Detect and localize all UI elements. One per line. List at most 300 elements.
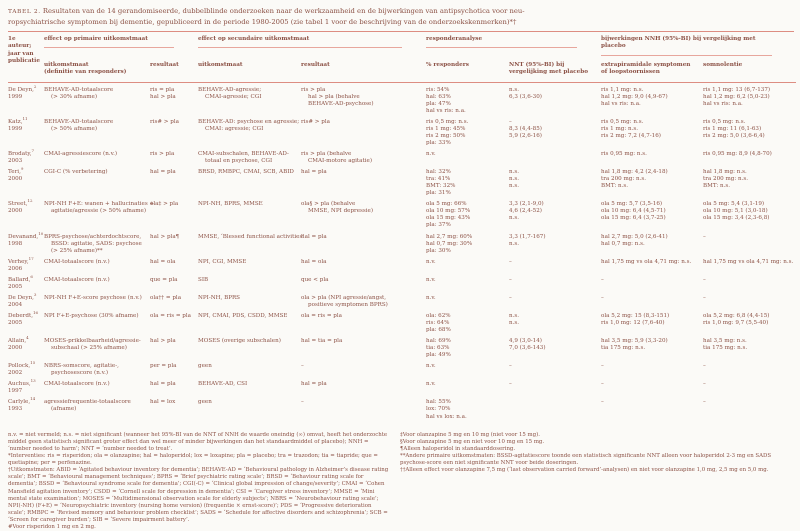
footnotes-left-column (8, 432, 400, 531)
column-header-line: extrapiramidale symptomen (601, 61, 691, 68)
cell-line: BRSD, RMBPC, CMAI, SCB, ABID (198, 169, 294, 176)
cell-line: tra: 41% (426, 176, 451, 183)
cell-sec-resultaat (301, 169, 426, 201)
cell-line: ola§ > pla (behalve (301, 201, 356, 208)
author-year: 2004 (8, 301, 23, 308)
cell-line: hal 1,75 mg vs ola 4,71 mg: n.s. (703, 258, 794, 265)
cell-prim-uitkomst (44, 295, 150, 313)
cell-line: pla: 37% (426, 222, 451, 229)
column-header-line: resultaat (150, 61, 179, 68)
cell-line: CMAI-motore agitatie) (308, 158, 373, 165)
cell-eps (601, 313, 703, 338)
cell-line: ola 10 mg: 57% (426, 208, 471, 215)
table-number-label: TABEL 2. (8, 9, 41, 15)
cell-line: hal vs ris: n.a. (426, 107, 466, 114)
cell-eps (601, 399, 703, 424)
cell-sec-resultaat (301, 201, 426, 233)
cell-author (8, 378, 44, 399)
author-name: Allain,$^4$ (8, 335, 29, 345)
cell-line: hal = ola (301, 258, 327, 265)
cell-line: BEHAVE-AD: psychose en agressie; (198, 118, 300, 125)
column-header-line: resultaat (301, 61, 330, 68)
cell-sec-uitkomst (198, 399, 301, 424)
cell-line: n.s. (509, 169, 520, 176)
cell-prim-uitkomst (44, 381, 150, 399)
cell-sec-uitkomst (198, 381, 301, 399)
cell-sec-resultaat (301, 313, 426, 338)
cell-line: hal: 63% (426, 93, 451, 100)
cell-nnt (509, 399, 601, 424)
cell-line: ris 1,0 mg: 9,7 (5,5-40) (703, 319, 769, 326)
footnote: **Andere primaire uitkomstmaten: BSSD-agitatiescore toonde een statistisch significante NNT alleen voor haloperidol 2-3 mg en SADS psychose-score een niet significante NNT voor beide doseringen. (400, 452, 772, 467)
group-header (44, 33, 198, 59)
cell-prim-uitkomst (44, 363, 150, 381)
cell-line: CMAI-totaalscore (n.v.) (44, 258, 110, 265)
group-header (198, 33, 426, 59)
cell-sec-uitkomst (198, 313, 301, 338)
cell-line: ris 0,95 mg: n.s. (601, 151, 647, 158)
cell-sec-resultaat (301, 399, 426, 424)
author-name: Devanand,$^{10}$ (8, 230, 44, 240)
column-header-line: uitkomstmaat (44, 61, 89, 68)
cell-nnt (509, 82, 601, 119)
cell-line: 6,3 (3,6-30) (509, 93, 542, 100)
cell-prim-resultaat (150, 119, 198, 151)
group-header-label: responderanalyse (426, 36, 577, 48)
cell-line: – (703, 294, 706, 301)
footnote: n.v. = niet vermeld; n.s. = niet significant (wanneer het 95%-BI van de NNT of NNH de waarde oneindig (∞) omvat, heeft het onderzochte middel geen statistisch significant groter effect dan wel meer of minder bijwerkingen dan het standaardmiddel of placebo); NNH = ‘number needed to harm’; NNT = ‘number needed to treat’. (8, 431, 388, 452)
cell-author (8, 198, 44, 233)
author-year: 2000 (8, 176, 23, 183)
cell-eps (601, 381, 703, 399)
cell-somnolentie (703, 381, 796, 399)
column-header-line: % responders (426, 61, 469, 68)
author-year: 1999 (8, 93, 23, 100)
cell-line: (afname) (51, 406, 77, 413)
cell-line: ola 10 mg: 5,1 (3,0-18) (703, 208, 768, 215)
column-header-line: of loopstoornissen (601, 69, 660, 76)
cell-line: hal 2,7 mg: 60% (426, 233, 473, 240)
cell-sec-resultaat (301, 82, 426, 119)
cell-line: – (601, 363, 604, 370)
cell-line: BEHAVE-AD-totaalscore (44, 118, 114, 125)
cell-prim-resultaat (150, 295, 198, 313)
cell-line: ola: 62% (426, 312, 451, 319)
cell-somnolentie (703, 201, 796, 233)
column-header-line: (definitie van responders) (44, 69, 127, 76)
footnotes-right-column (400, 432, 794, 531)
header-group-row (8, 33, 796, 59)
cell-nnt (509, 201, 601, 233)
cell-sec-resultaat (301, 151, 426, 169)
author-reference: 12 (27, 198, 33, 204)
cell-line: hal: 32% (426, 169, 451, 176)
cell-somnolentie (703, 277, 796, 295)
cell-line: ola 5 mg: 5,4 (3,1-19) (703, 201, 765, 208)
cell-line: MOSES (overige subschalen) (198, 338, 281, 345)
cell-line: ris > pla (301, 86, 326, 93)
cell-line: ola 5 mg: 66% (426, 201, 467, 208)
table-row (8, 201, 796, 233)
author-header-line: 1e auteur; (8, 36, 32, 50)
cell-sec-uitkomst (198, 151, 301, 169)
cell-line: ola 15 mg: 6,4 (3,7-25) (601, 215, 666, 222)
cell-nnt (509, 363, 601, 381)
cell-line: ola 15 mg: 3,4 (2,3-6,8) (703, 215, 770, 222)
footnote: #Voor risperidon 1 mg en 2 mg. (8, 524, 96, 531)
cell-line: – (509, 276, 512, 283)
cell-line: que < pla (301, 276, 329, 283)
cell-line: hal 1,2 mg: 6,2 (5,0-23) (703, 93, 770, 100)
table-row (8, 234, 796, 259)
table-row (8, 313, 796, 338)
cell-line: ola 10 mg: 6,4 (4,5-71) (601, 208, 666, 215)
cell-line: hal = pla (301, 233, 327, 240)
cell-line: BSSD: agitatie, SADS: psychose (51, 240, 142, 247)
cell-somnolentie (703, 338, 796, 363)
cell-line: 5,9 (2,6-16) (509, 132, 542, 139)
cell-sec-uitkomst (198, 277, 301, 295)
cell-prim-resultaat (150, 338, 198, 363)
cell-line: lox: 70% (426, 406, 451, 413)
cell-eps (601, 295, 703, 313)
cell-line: ris 1 mg: 45% (426, 125, 466, 132)
column-header (601, 59, 703, 82)
cell-author (8, 273, 44, 295)
cell-line: NPI-NH F+E-score psychose (n.v.) (44, 294, 142, 301)
cell-line: 8,3 (4,4-85) (509, 125, 542, 132)
cell-line: 4,6 (2,4-52) (509, 208, 542, 215)
table-row (8, 277, 796, 295)
author-name: Ballard,$^6$ (8, 273, 33, 283)
author-year: 2000 (8, 208, 23, 215)
author-year: 1999 (8, 125, 23, 132)
author-reference: 3 (33, 291, 37, 297)
cell-responders (426, 338, 509, 363)
table-row (8, 259, 796, 277)
group-header-label: effect op secundaire uitkomstmaat (198, 36, 402, 48)
cell-line: hal 1,75 mg vs ola 4,71 mg: n.s. (601, 258, 692, 265)
cell-line: ris# > pla (301, 118, 330, 125)
author-header-line: publicatie (8, 58, 40, 65)
footnote: *Interventies: ris = risperidon; ola = olanzapine; hal = haloperidol; lox = loxapine; pla = placebo; tra = trazodon; tia = tiapride; que = quetiapine; per = perfenazine. (8, 452, 378, 467)
group-header (601, 33, 796, 59)
author-year: 1998 (8, 240, 23, 247)
table-top-rule (8, 31, 794, 32)
cell-line: n.s. (509, 215, 520, 222)
cell-line: agressiefrequentie-totaalscore (44, 399, 131, 406)
cell-eps (601, 259, 703, 277)
author-year: 2000 (8, 345, 23, 352)
cell-line: hal 2,7 mg: 5,0 (2,6-41) (601, 233, 668, 240)
cell-line: NBRS-somscore, agitatie-, (44, 363, 119, 370)
table-row (8, 82, 796, 119)
author-reference: 14 (30, 396, 36, 402)
cell-line: CMAI: agressie; CGI (205, 125, 264, 132)
cell-prim-uitkomst (44, 169, 150, 201)
cell-line: n.s. (509, 183, 520, 190)
column-header (301, 59, 426, 82)
author-year: 2005 (8, 283, 23, 290)
cell-line: (> 25% afname)** (51, 247, 103, 254)
cell-line: CMAI-agressiescore (n.v.) (44, 151, 118, 158)
table-row (8, 381, 796, 399)
cell-line: (> 50% afname) (51, 125, 97, 132)
cell-responders (426, 277, 509, 295)
cell-line: BEHAVE-AD, CSI (198, 381, 248, 388)
cell-line: – (601, 276, 604, 283)
footnote: ¶Alleen haloperidol in standaarddosering. (400, 445, 516, 452)
cell-line: hal > pla (150, 93, 176, 100)
cell-line: 3,3 (2,1-9,0) (509, 201, 544, 208)
cell-nnt (509, 381, 601, 399)
author-name: Brodaty,$^7$ (8, 148, 35, 158)
cell-line: n.v. (426, 151, 436, 158)
cell-line: 4,9 (3,0-14) (509, 338, 542, 345)
group-header-label: bijwerkingen NNH (95%-BI) bij vergelijking met placebo (601, 36, 772, 56)
table-body (8, 82, 796, 424)
author-reference: 2 (33, 83, 37, 89)
cell-line: hal = pla (150, 169, 176, 176)
cell-line: – (703, 276, 706, 283)
cell-somnolentie (703, 82, 796, 119)
cell-prim-resultaat (150, 363, 198, 381)
cell-author (8, 396, 44, 424)
cell-line: hal > pla (150, 338, 176, 345)
cell-nnt (509, 277, 601, 295)
cell-line: n.s. (509, 312, 520, 319)
table-caption (8, 6, 794, 27)
cell-somnolentie (703, 169, 796, 201)
cell-nnt (509, 338, 601, 363)
cell-line: hal 3,5 mg: n.s. (703, 338, 747, 345)
cell-line: ola 5,2 mg: 6,8 (4,4-15) (703, 312, 770, 319)
cell-somnolentie (703, 295, 796, 313)
cell-nnt (509, 119, 601, 151)
cell-eps (601, 363, 703, 381)
cell-line: ola > pla (NPI agressie/angst, (301, 294, 387, 301)
author-reference: 10 (38, 230, 44, 236)
cell-line: (> 30% afname) (51, 93, 97, 100)
header-sub-row (8, 59, 796, 82)
cell-line: – (509, 381, 512, 388)
cell-nnt (509, 169, 601, 201)
footnote: ††Alleen effect voor olanzapine 7,5 mg (‘last observation carried forward’-analysen) en niet voor olanzapine 1,0 mg, 2,5 mg en 5,0 mg. (400, 467, 769, 474)
cell-line: NPI F+E-psychose (30% afname) (44, 312, 139, 319)
footnotes (8, 432, 794, 531)
cell-line: tra 200 mg: n.s. (703, 176, 749, 183)
cell-line: ris 2 mg: 5,0 (3,6-6,4) (703, 132, 765, 139)
cell-line: ris > pla (behalve (301, 151, 352, 158)
cell-prim-uitkomst (44, 338, 150, 363)
cell-prim-resultaat (150, 201, 198, 233)
table-row (8, 119, 796, 151)
cell-line: BMT: 32% (426, 183, 456, 190)
cell-sec-uitkomst (198, 338, 301, 363)
table-row (8, 295, 796, 313)
author-name: Carlyle,$^{14}$ (8, 396, 36, 406)
cell-line: n.s. (509, 176, 520, 183)
author-name: Verhey,$^{17}$ (8, 255, 34, 265)
author-year: 1993 (8, 406, 23, 413)
table-header (8, 33, 796, 82)
author-reference: 16 (32, 310, 39, 316)
cell-prim-uitkomst (44, 82, 150, 119)
author-name: Deberdt,$^{16}$ (8, 310, 39, 319)
cell-line: hal = pla (150, 381, 176, 388)
cell-line: – (703, 399, 706, 406)
cell-line: geen (198, 363, 212, 370)
cell-line: ris 2 mg: 7,2 (4,7-16) (601, 132, 661, 139)
cell-line: hal: 69% (426, 338, 451, 345)
cell-eps (601, 82, 703, 119)
cell-line: SIB (198, 276, 209, 283)
cell-line: CMAI-agressie; CGI (205, 93, 262, 100)
table-row (8, 338, 796, 363)
cell-somnolentie (703, 313, 796, 338)
cell-line: hal 0,7 mg: n.s. (601, 240, 645, 247)
cell-line: CMAI-totaalscore (n.v.) (44, 276, 110, 283)
cell-line: hal = pla (301, 169, 327, 176)
cell-line: hal > pla¶ (150, 233, 180, 240)
cell-author (8, 255, 44, 277)
cell-line: hal 0,7 mg: 30% (426, 240, 473, 247)
cell-prim-uitkomst (44, 119, 150, 151)
cell-line: pla: 31% (426, 190, 451, 197)
cell-sec-uitkomst (198, 259, 301, 277)
cell-line: CMAI-totaalscore (n.v.) (44, 381, 110, 388)
cell-line: MMSE, NPI depressie) (308, 208, 374, 215)
cell-line: geen (198, 399, 212, 406)
cell-line: hal 1,2 mg: 9,0 (4,9-67) (601, 93, 668, 100)
author-year: 2006 (8, 265, 23, 272)
cell-line: pla: 49% (426, 352, 451, 359)
cell-responders (426, 381, 509, 399)
results-table (8, 33, 796, 425)
cell-line: – (509, 294, 512, 301)
cell-nnt (509, 234, 601, 259)
cell-line: NPI-NH, BPRS (198, 294, 241, 301)
cell-line: tra 200 mg: n.s. (601, 176, 647, 183)
cell-line: hal vs ris: n.a. (703, 100, 743, 107)
author-year: 1997 (8, 388, 23, 395)
cell-line: NPI, CGI, MMSE (198, 258, 247, 265)
cell-line: hal: 55% (426, 399, 451, 406)
cell-line: ola 5,2 mg: 15 (8,3-151) (601, 312, 670, 319)
cell-line: positieve symptomen BPRS) (308, 301, 388, 308)
cell-nnt (509, 259, 601, 277)
cell-line: ola 15 mg: 43% (426, 215, 471, 222)
cell-line: per = pla (150, 363, 177, 370)
cell-author (8, 82, 44, 119)
cell-sec-uitkomst (198, 233, 305, 259)
cell-line: ola†† = pla (150, 294, 182, 301)
cell-eps (601, 201, 703, 233)
author-year: 2002 (8, 370, 23, 377)
cell-responders (426, 169, 509, 201)
cell-line: BMT: n.s. (601, 183, 629, 190)
cell-line: ris 0,5 mg: n.s. (426, 118, 469, 125)
cell-line: n.v. (426, 276, 436, 283)
column-header-line: uitkomstmaat (198, 61, 243, 68)
cell-line: – (301, 399, 304, 406)
cell-prim-uitkomst (44, 277, 150, 295)
cell-line: psychosescore (n.v.) (51, 370, 109, 377)
cell-prim-uitkomst (44, 399, 150, 424)
cell-eps (601, 169, 703, 201)
cell-line: BMT: n.s. (703, 183, 731, 190)
cell-line: 7,0 (3,6-143) (509, 345, 546, 352)
cell-line: BEHAVE-AD-agressie; (198, 86, 262, 93)
cell-sec-uitkomst (198, 295, 301, 313)
cell-responders (426, 151, 509, 169)
footnote: †Uitkomstmaten: ABID = ‘Agitated behaviour inventory for dementia’; BEHAVE-AD = ‘Behavioural pathology in Alzheimer’s disease rating scale’; BMT = ‘Behavioural management techniques’; BPRS = ‘Brief psychiatric rating scale’; BRSD = ‘Behaviour rating scale for dementia’; BSSD = ‘Behavioural syndrome scale for dementia’; CGI(-C) = ‘Clinical global impression of change/severity’; CMAI = ‘Cohen Mansfield agitation inventory’; CSDD = ‘Cornell scale for depression in dementia’; CSI = ‘Caregiver stress inventory’; MMSE = ‘Mini mental state examination’; MOSES = ‘Multidimensional observation scale for elderly subjects’; NBRS = ‘Neurobehaviour rating scale’; NPI(-NH) (F+E) = ‘Neuropsychiatric inventory (nursing home version) (frequentie × ernst-score)’; PDS = ‘Progressive deterioration scale’; RMBPC = ‘Revised memory and behaviour problem checklist’; SADS = ‘Schedule for affective disorders and schizophrenia’; SCB = ‘Screen for caregiver burden’; SIB = ‘Severe impairment battery’. (8, 467, 389, 524)
column-header (150, 59, 198, 82)
cell-eps (601, 277, 703, 295)
table-row (8, 151, 796, 169)
cell-line: hal 1,8 mg: n.s. (703, 169, 747, 176)
cell-line: ris# > pla (150, 118, 179, 125)
cell-line: – (601, 381, 604, 388)
cell-prim-resultaat (150, 277, 198, 295)
column-header-line: NNT (95%-BI) bij (509, 61, 565, 68)
cell-responders (426, 201, 509, 233)
footnote: §Voor olanzapine 5 mg en niet voor 10 mg en 15 mg. (400, 438, 545, 445)
table-row (8, 169, 796, 201)
cell-prim-resultaat (150, 313, 198, 338)
cell-line: pla: 47% (426, 100, 451, 107)
cell-line: ris: 64% (426, 319, 450, 326)
cell-line: ris = pla (150, 86, 175, 93)
cell-sec-uitkomst (198, 119, 301, 151)
cell-line: – (703, 233, 706, 240)
cell-author (8, 230, 44, 259)
cell-line: agitatie/agressie (> 50% afname) (51, 208, 147, 215)
cell-line: tia 175 mg: n.s. (601, 345, 646, 352)
cell-somnolentie (703, 151, 796, 169)
author-reference: 9 (20, 166, 24, 172)
cell-sec-resultaat (301, 119, 426, 151)
cell-line: ola = ris = pla (150, 312, 192, 319)
cell-somnolentie (703, 234, 796, 259)
cell-line: que = pla (150, 276, 178, 283)
cell-responders (426, 82, 509, 119)
cell-nnt (509, 151, 601, 169)
cell-line: – (703, 381, 706, 388)
cell-line: ris 1,1 mg: n.s. (601, 86, 644, 93)
cell-line: hal = pla (301, 381, 327, 388)
author-name: De Deyn,$^2$ (8, 83, 37, 93)
cell-line: MMSE, ‘Blessed functional activities’ (198, 233, 305, 240)
cell-line: n.v. (426, 381, 436, 388)
cell-line: subschaal (> 25% afname) (51, 345, 127, 352)
author-name: Auchus,$^{13}$ (8, 378, 36, 388)
cell-line: ris 2 mg: 50% (426, 132, 466, 139)
cell-line: hal vs ris: n.a. (601, 100, 641, 107)
cell-prim-resultaat (150, 399, 198, 424)
cell-sec-resultaat (301, 259, 426, 277)
cell-line: BEHAVE-AD-psychose) (308, 100, 374, 107)
cell-line: – (509, 363, 512, 370)
author-year: 2003 (8, 158, 23, 165)
cell-sec-resultaat (301, 295, 426, 313)
cell-line: ris 1 mg: 11 (6,1-63) (703, 125, 762, 132)
footnote: ‡Voor olanzapine 5 mg en 10 mg (niet voor 15 mg). (400, 431, 540, 438)
cell-line: ris 0,5 mg: n.s. (703, 118, 746, 125)
cell-somnolentie (703, 119, 796, 151)
cell-responders (426, 259, 509, 277)
cell-sec-uitkomst (198, 169, 301, 201)
